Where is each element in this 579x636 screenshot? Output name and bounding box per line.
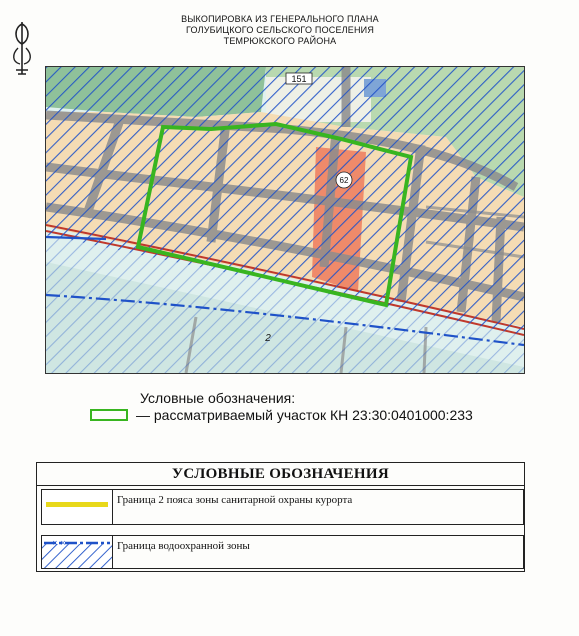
header-line-1: ВЫКОПИРОВКА ИЗ ГЕНЕРАЛЬНОГО ПЛАНА xyxy=(181,14,379,24)
legend-row-sanitary-text: Граница 2 пояса зоны санитарной охраны курорта xyxy=(113,489,524,525)
road-label-top: 151 xyxy=(291,74,307,84)
document-header xyxy=(130,14,430,47)
header-line-3: ТЕМРЮКСКОГО РАЙОНА xyxy=(223,36,337,46)
legend-row-sanitary xyxy=(41,489,524,525)
road-label-bottom: 2 xyxy=(265,333,271,344)
water-protection-symbol xyxy=(41,535,113,569)
coat-of-arms-icon xyxy=(8,20,36,80)
zone-marker-label: 62 xyxy=(339,176,349,185)
legend-table xyxy=(36,462,525,572)
parcel-legend-title: Условные обозначения: xyxy=(140,390,296,406)
map-canvas xyxy=(46,67,524,373)
legend-row-water-protection xyxy=(41,535,524,569)
sanitary-zone-symbol xyxy=(41,489,113,525)
legend-row-water-protection-text: Граница водоохранной зоны xyxy=(113,535,524,569)
header-line-2: ГОЛУБИЦКОГО СЕЛЬСКОГО ПОСЕЛЕНИЯ xyxy=(185,25,375,35)
legend-table-title: УСЛОВНЫЕ ОБОЗНАЧЕНИЯ xyxy=(37,463,524,486)
svg-text:× ×: × × xyxy=(52,539,66,547)
parcel-legend-row xyxy=(90,406,473,424)
parcel-legend-text: — рассматриваемый участок КН 23:30:0401000:233 xyxy=(136,407,473,423)
parcel-legend-swatch xyxy=(90,409,128,421)
master-plan-map xyxy=(45,66,525,374)
